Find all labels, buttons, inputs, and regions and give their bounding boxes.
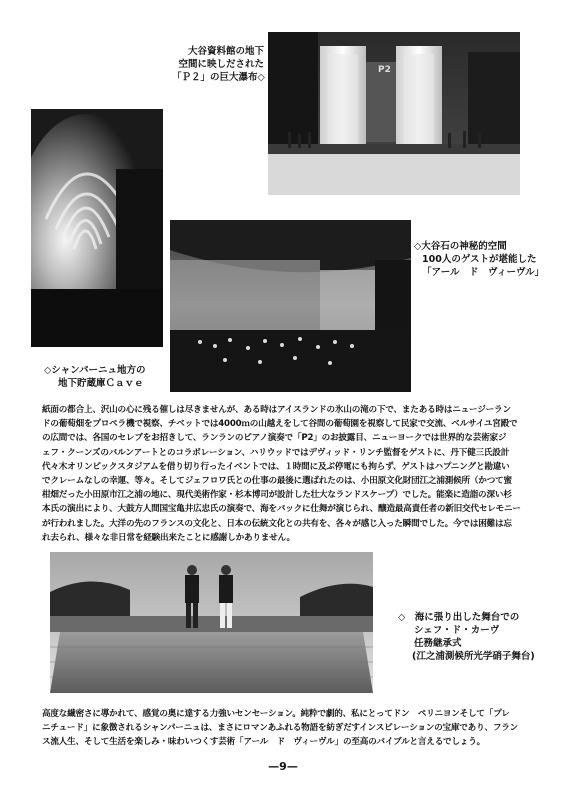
body-line: 代々木オリンピックスタジアムを借り切り行ったイベントでは、１時間に及ぶ停電にも拘らず、ゲストはハプニングと勘違い <box>42 461 510 472</box>
caption-cave-line3: 「アール ド ヴィーヴル」 <box>422 267 545 278</box>
caption-cave-line1: ◇大谷石の神秘的空間 <box>414 241 507 252</box>
body-line: でクレームなしの幸運、等々。そしてジェフロワ氏との仕事の最後に選ばれたのは、小田原文化財団江之浦測候所（かつて蜜 <box>42 476 512 487</box>
caption-cellar <box>44 364 145 390</box>
caption-p2-line1: 大谷資料館の地下 <box>187 46 264 57</box>
photo-p2-waterfall <box>268 32 520 195</box>
caption-cellar-line1: ◇シャンパーニュ地方の <box>44 365 146 376</box>
caption-stage <box>398 611 535 663</box>
closing-line: ニチュード」に象徴されるシャンパーニュは、まさにロマンあふれる物語を紡ぎだすインスピレーションの宝庫であり、フラン <box>42 723 519 734</box>
body-line: ェフ・クーンズのバルンアートとのコラボレーション、ハリウッドではデヴィッド・リンチ監督をゲストに、丹下健三氏設計 <box>42 447 510 458</box>
body-line: 本氏の演出により、大鼓方人間国宝亀井広忠氏の演奏で、海をバックに仕舞が演じられ、醸造最高責任者の新旧交代セレモニー <box>42 504 521 515</box>
caption-p2 <box>172 45 264 84</box>
closing-paragraph <box>42 707 528 750</box>
caption-stage-line1: ◇ 海に張り出した舞台での <box>398 612 520 623</box>
closing-line: ス流人生、そして生活を楽しみ・味わいつくす芸術「アール ド ヴィーヴル」の至高のバイブルと言えるでしょう。 <box>42 737 485 748</box>
caption-p2-line2: 空間に映しだされた <box>178 59 264 70</box>
caption-cave <box>414 240 544 279</box>
closing-line: 高度な繊密さに導かれて、感覚の奥に達する力強いセンセーション。純粋で劇的、私にとってドン ペリニヨンそして「プレ <box>42 709 510 719</box>
page-number: —9— <box>268 760 298 773</box>
caption-cave-line2: 100人のゲストが堪能した <box>422 254 537 265</box>
photo-oya-cave-event <box>170 220 411 392</box>
photo-champagne-cellar <box>31 109 163 347</box>
p2-logo-text: P2 <box>378 65 391 75</box>
body-line: ドの葡萄畑をプロペラ機で視察、チベットでは4000ｍの山越えをして谷間の葡萄園を視察して民家で交流、ベルサイユ宮殿で <box>42 419 518 430</box>
body-paragraph <box>42 403 528 545</box>
caption-stage-line2: シェフ・ド・カーヴ <box>414 625 500 636</box>
photo-glass-stage <box>50 552 373 693</box>
caption-stage-line3: 任務継承式 <box>414 638 462 649</box>
body-line: 紙面の都合上、沢山の心に残る催しは尽きませんが、ある時はアイスランドの氷山の滝の下で、またある時はニュージーラン <box>42 405 511 415</box>
caption-cellar-line2: 地下貯蔵庫Ｃａｖｅ <box>58 378 144 389</box>
body-line: れ去られ、様々な非日常を経験出来たことに感謝しかありません。 <box>42 532 295 543</box>
caption-stage-line4: (江之浦測候所光学硝子舞台) <box>412 651 535 662</box>
body-line: の広間では、各国のセレブをお招きして、ランランのピアノ演奏で「P2」のお披露目、ニューヨークでは世界的な芸術家ジ <box>42 433 507 444</box>
caption-p2-line3: 「Ｐ２」の巨大瀑布◇ <box>172 72 265 83</box>
body-line: 柑畑だった小田原市江之浦の地に、現代美術作家・杉本博司が設計した壮大なランドスケープ）でした。能楽に造詣の深い杉 <box>42 490 512 501</box>
body-line: が行われました。大洋の先のフランスの文化と、日本の伝統文化との共有を、各々が感じ入った瞬間でした。今では困難は忘 <box>42 518 512 529</box>
